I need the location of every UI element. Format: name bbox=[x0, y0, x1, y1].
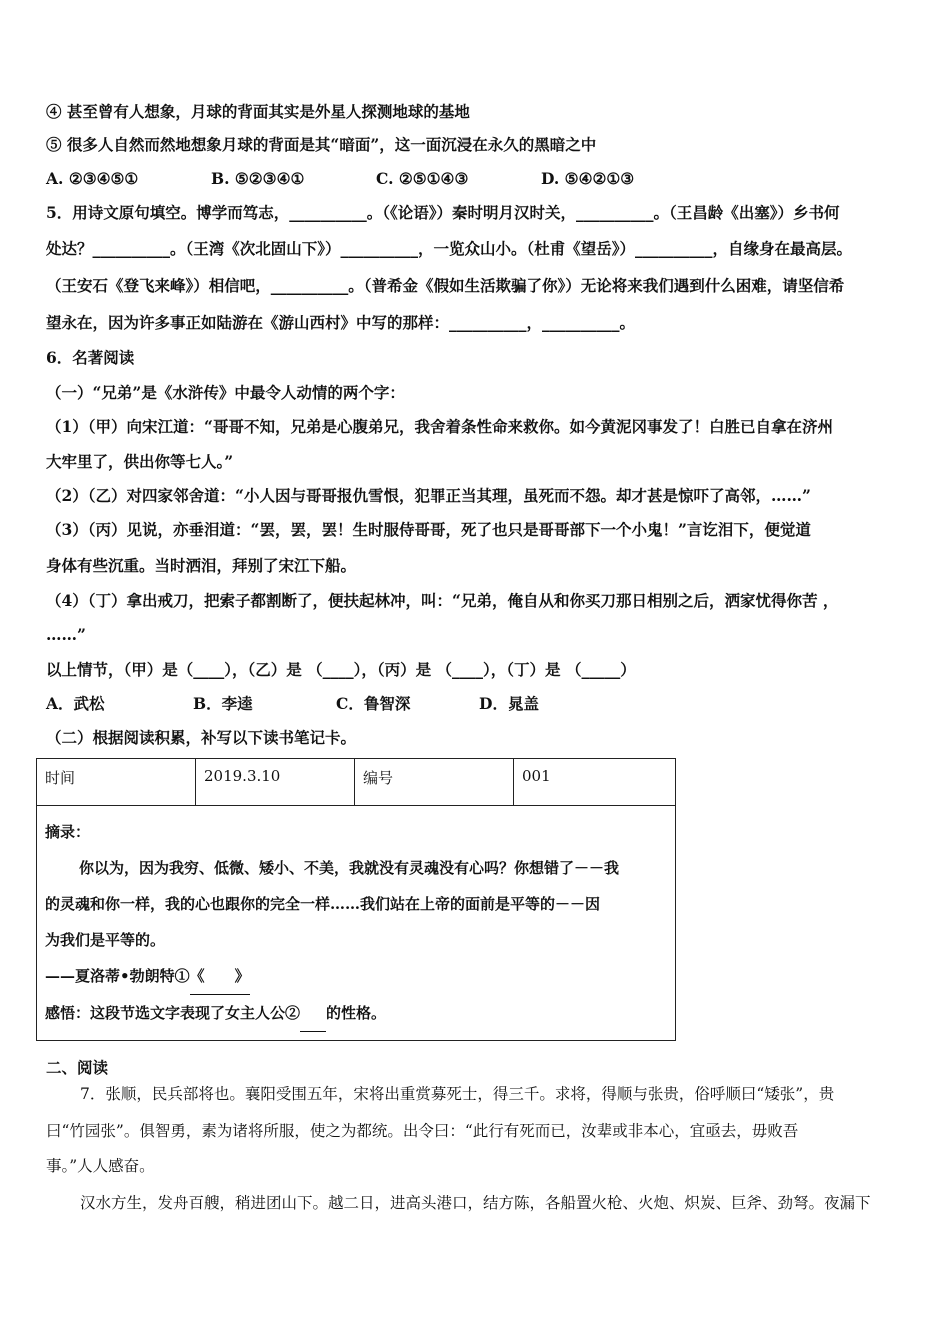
q4-options bbox=[46, 168, 634, 190]
q7-line-1: 7．张顺，民兵部将也。襄阳受围五年，宋将出重赏募死士，得三千。求将，得顺与张贵，俗呼顺曰“矮张”，贵 bbox=[80, 1085, 835, 1103]
q6-option-c: C．鲁智深 bbox=[336, 694, 411, 713]
q4-sentence-5: ⑤ 很多人自然而然地想象月球的背面是其“暗面”，这一面沉浸在永久的黑暗之中 bbox=[46, 135, 597, 154]
q6-line-8: 以上情节，（甲）是（____），（乙）是 （____），（丙）是 （____），（丁）是 （_____） bbox=[46, 660, 636, 679]
q5-line-3: （王安石《登飞来峰》）相信吧，__________。（普希金《假如生活欺骗了你》）无论将来我们遇到什么困难，请坚信希 bbox=[46, 276, 845, 295]
card-author-line bbox=[45, 958, 667, 995]
card-feeling-blank bbox=[300, 995, 326, 1032]
card-excerpt-line-3: 为我们是平等的。 bbox=[45, 931, 166, 949]
q6-line-4: （3）（丙）见说，亦垂泪道：“罢，罢，罢！生时服侍哥哥，死了也只是哥哥部下一个小鬼！”言讫泪下，便觉道 bbox=[46, 520, 811, 539]
q6-title: 6．名著阅读 bbox=[46, 348, 135, 367]
q5-line-4: 望永在，因为许多事正如陆游在《游山西村》中写的那样：__________，__________。 bbox=[46, 313, 636, 332]
q6-part1-title: （一）“兄弟”是《水浒传》中最令人动情的两个字： bbox=[46, 383, 405, 402]
q7-line-2: 曰“竹园张”。俱智勇，素为诸将所服，使之为都统。出令曰：“此行有死而已，汝辈或非本心，宜亟去，毋败吾 bbox=[46, 1122, 799, 1140]
q5-line-2: 处达？__________。（王湾《次北固山下》）__________，一览众山小。（杜甫《望岳》）__________，自缘身在最高层。 bbox=[46, 239, 853, 258]
card-author: ——夏洛蒂•勃朗特① bbox=[45, 967, 190, 985]
section2-title: 二、阅读 bbox=[46, 1058, 109, 1077]
card-book-blank: 《 》 bbox=[190, 958, 250, 995]
q6-line-1: （1）（甲）向宋江道：“哥哥不知，兄弟是心腹弟兄，我舍着条性命来救你。如今黄泥冈事发了！白胜已自拿在济州 bbox=[46, 417, 833, 436]
q6-option-a: A．武松 bbox=[46, 694, 105, 713]
q6-line-7: ……” bbox=[46, 625, 86, 644]
reading-note-card bbox=[36, 758, 676, 1041]
card-feeling-prefix: 感悟：这段节选文字表现了女主人公② bbox=[45, 1004, 301, 1022]
card-feeling-suffix: 的性格。 bbox=[326, 1004, 387, 1022]
card-excerpt-label: 摘录： bbox=[45, 823, 91, 841]
card-feeling-line bbox=[45, 995, 667, 1032]
q7-line-4: 汉水方生，发舟百艘，稍进团山下。越二日，进高头港口，结方陈，各船置火枪、火炮、炽炭、巨斧、劲弩。夜漏下 bbox=[80, 1194, 871, 1212]
card-time-label: 时间 bbox=[37, 759, 196, 806]
q4-option-a: A. ②③④⑤① bbox=[46, 169, 139, 188]
q6-options bbox=[46, 693, 539, 715]
card-time-value: 2019.3.10 bbox=[196, 759, 355, 806]
q5-line-1: 5．用诗文原句填空。博学而笃志，__________。（《论语》）秦时明月汉时关，__________。（王昌龄《出塞》）乡书何 bbox=[46, 203, 840, 222]
card-excerpt-line-2: 的灵魂和你一样，我的心也跟你的完全一样……我们站在上帝的面前是平等的－－因 bbox=[45, 895, 601, 913]
q4-sentence-4: ④ 甚至曾有人想象，月球的背面其实是外星人探测地球的基地 bbox=[46, 102, 470, 121]
q6-option-d: D．晁盖 bbox=[479, 694, 539, 713]
q7-line-3: 事。”人人感奋。 bbox=[46, 1157, 155, 1175]
q6-line-5: 身体有些沉重。当时洒泪，拜别了宋江下船。 bbox=[46, 556, 357, 575]
q4-option-c: C. ②⑤①④③ bbox=[376, 169, 469, 188]
card-number-value: 001 bbox=[514, 759, 676, 806]
q6-line-2: 大牢里了，供出你等七人。” bbox=[46, 452, 234, 471]
card-excerpt-line-1: 你以为，因为我穷、低微、矮小、不美，我就没有灵魂没有心吗？你想错了－－我 bbox=[79, 859, 620, 877]
card-body bbox=[37, 806, 676, 1041]
q6-option-b: B．李逵 bbox=[193, 694, 253, 713]
q4-option-b: B. ⑤②③④① bbox=[211, 169, 305, 188]
q6-part2-title: （二）根据阅读积累，补写以下读书笔记卡。 bbox=[46, 728, 357, 747]
q4-option-d: D. ⑤④②①③ bbox=[541, 169, 635, 188]
card-number-label: 编号 bbox=[355, 759, 514, 806]
q6-line-6: （4）（丁）拿出戒刀，把索子都割断了，便扶起林冲，叫：“兄弟，俺自从和你买刀那日相别之后，洒家忧得你苦 ， bbox=[46, 591, 839, 610]
q6-line-3: （2）（乙）对四家邻舍道：“小人因与哥哥报仇雪恨，犯罪正当其理，虽死而不怨。却才甚是惊吓了高邻，……” bbox=[46, 486, 811, 505]
